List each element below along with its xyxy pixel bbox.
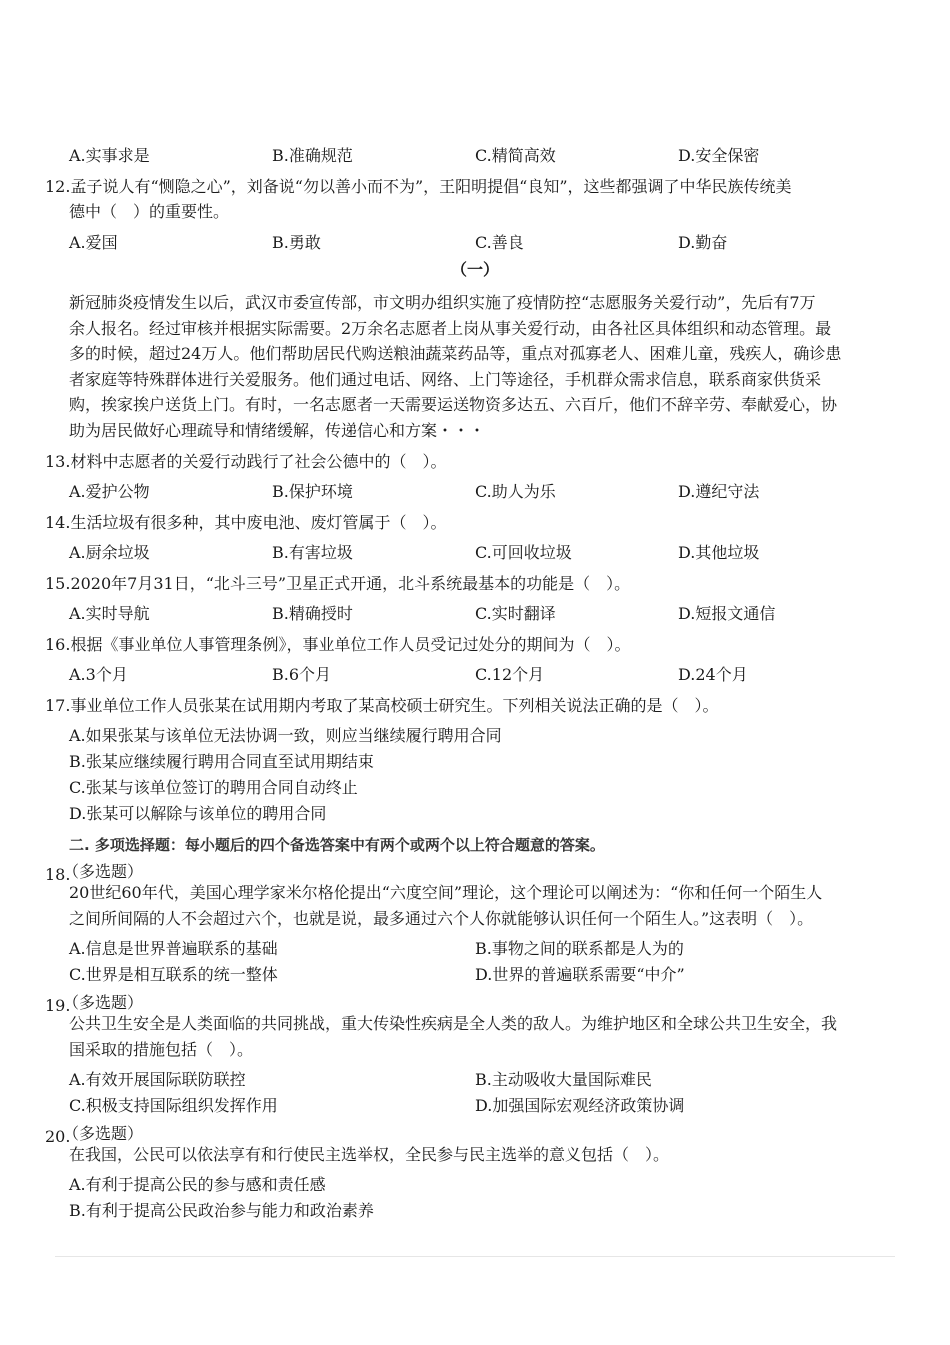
q18-options-row2 [69,964,881,986]
option-c: C.世界是相互联系的统一整体 [69,965,278,984]
option-c: C.精简高效 [475,146,556,165]
q18-stem-line2: 之间所间隔的人不会超过六个，也就是说，最多通过六个人你就能够认识任何一个陌生人。”这表明（ ）。 [69,909,814,928]
option-b: B.张某应继续履行聘用合同直至试用期结束 [69,752,374,771]
option-b: B.有害垃圾 [272,543,353,562]
q18-options-row1 [69,938,881,960]
option-c: C.助人为乐 [475,482,556,501]
option-a: A.有效开展国际联防联控 [69,1070,246,1089]
q19-options-row2 [69,1095,881,1117]
option-d: D.张某可以解除与该单位的聘用合同 [69,804,327,823]
option-b: B.勇敢 [272,233,321,252]
q12-stem-line1: 12.孟子说人有“恻隐之心”，刘备说“勿以善小而不为”，王阳明提倡“良知”，这些都强调了中华民族传统美 [45,177,792,196]
q12-options [69,232,881,254]
option-b: B.有利于提高公民政治参与能力和政治素养 [69,1201,374,1220]
q14-stem: 14.生活垃圾有很多种，其中废电池、废灯管属于（ ）。 [45,513,447,532]
q20-tag: （多选题） [63,1124,144,1143]
option-b: B.准确规范 [272,146,353,165]
option-b: B.保护环境 [272,482,353,501]
q19-options-row1 [69,1069,881,1091]
option-a: A.信息是世界普遍联系的基础 [69,939,278,958]
q18-stem-line1: 20世纪60年代，美国心理学家米尔格伦提出“六度空间”理论，这个理论可以阐述为：“你和任何一个陌生人 [69,883,823,902]
section-title: 二. 多项选择题：每小题后的四个备选答案中有两个或两个以上符合题意的答案。 [69,836,605,854]
q16-options [69,664,881,686]
q15-options [69,603,881,625]
q18-tag: （多选题） [63,862,144,881]
option-a: A.实时导航 [69,604,150,623]
q20-number: 20. [45,1127,71,1146]
q14-options [69,542,881,564]
option-c: C.积极支持国际组织发挥作用 [69,1096,278,1115]
option-c: C.张某与该单位签订的聘用合同自动终止 [69,778,358,797]
q19-tag: （多选题） [63,993,144,1012]
paragraph-line: 购，挨家挨户送货上门。有时，一名志愿者一天需要运送物资多达五、六百斤，他们不辞辛劳、奉献爱心，协 [69,395,838,414]
q19-stem-line1: 公共卫生安全是人类面临的共同挑战，重大传染性疾病是全人类的敌人。为维护地区和全球公共卫生安全，我 [69,1014,838,1033]
option-a: A.爱国 [69,233,118,252]
option-d: D.安全保密 [678,146,760,165]
option-d: D.短报文通信 [678,604,776,623]
q18-number: 18. [45,865,71,884]
option-b: B.精确授时 [272,604,353,623]
option-a: A.如果张某与该单位无法协调一致，则应当继续履行聘用合同 [69,726,502,745]
q15-stem: 15.2020年7月31日，“北斗三号”卫星正式开通，北斗系统最基本的功能是（ ）。 [45,574,631,593]
option-c: C.可回收垃圾 [475,543,572,562]
q19-number: 19. [45,996,71,1015]
material-heading: （一） [450,260,499,279]
q16-stem: 16.根据《事业单位人事管理条例》，事业单位工作人员受记过处分的期间为（ ）。 [45,635,631,654]
q19-stem-line2: 国采取的措施包括（ ）。 [69,1040,254,1059]
option-b: B.6个月 [272,665,332,684]
material-paragraph [69,290,881,443]
option-a: A.厨余垃圾 [69,543,150,562]
option-d: D.其他垃圾 [678,543,760,562]
option-c: C.实时翻译 [475,604,556,623]
q12-stem-line2: 德中（ ）的重要性。 [69,202,230,221]
paragraph-line: 余人报名。经过审核并根据实际需要。2万余名志愿者上岗从事关爱行动，由各社区具体组织和动态管理。最 [69,318,832,338]
option-d: D.24个月 [678,665,748,684]
q13-options [69,481,881,503]
option-a: A.实事求是 [69,146,150,165]
paragraph-line: 多的时候，超过24万人。他们帮助居民代购送粮油蔬菜药品等，重点对孤寡老人、困难儿童，残疾人，确诊患 [69,344,842,363]
q20-stem: 在我国，公民可以依法享有和行使民主选举权，全民参与民主选举的意义包括（ ）。 [69,1145,670,1164]
option-d: D.加强国际宏观经济政策协调 [475,1096,685,1115]
option-a: A.3个月 [69,665,128,684]
q13-stem: 13.材料中志愿者的关爱行动践行了社会公德中的（ ）。 [45,452,447,471]
paragraph-line: 者家庭等特殊群体进行关爱服务。他们通过电话、网络、上门等途径，手机群众需求信息，联系商家供货采 [69,369,822,389]
paragraph-line: 新冠肺炎疫情发生以后，武汉市委宣传部，市文明办组织实施了疫情防控“志愿服务关爱行动”，先后有7万 [69,293,816,312]
option-b: B.主动吸收大量国际难民 [475,1070,652,1089]
paragraph-line: 助为居民做好心理疏导和情绪缓解，传递信心和方案・・・ [69,420,486,440]
option-b: B.事物之间的联系都是人为的 [475,939,684,958]
q11-options [69,145,881,167]
option-c: C.善良 [475,233,524,252]
option-d: D.勤奋 [678,233,728,252]
option-d: D.世界的普遍联系需要“中介” [475,965,685,984]
footer-divider [55,1256,895,1257]
option-d: D.遵纪守法 [678,482,760,501]
option-a: A.爱护公物 [69,482,150,501]
option-a: A.有利于提高公民的参与感和责任感 [69,1175,326,1194]
option-c: C.12个月 [475,665,545,684]
q17-stem: 17.事业单位工作人员张某在试用期内考取了某高校硕士研究生。下列相关说法正确的是（ ）。 [45,696,719,715]
